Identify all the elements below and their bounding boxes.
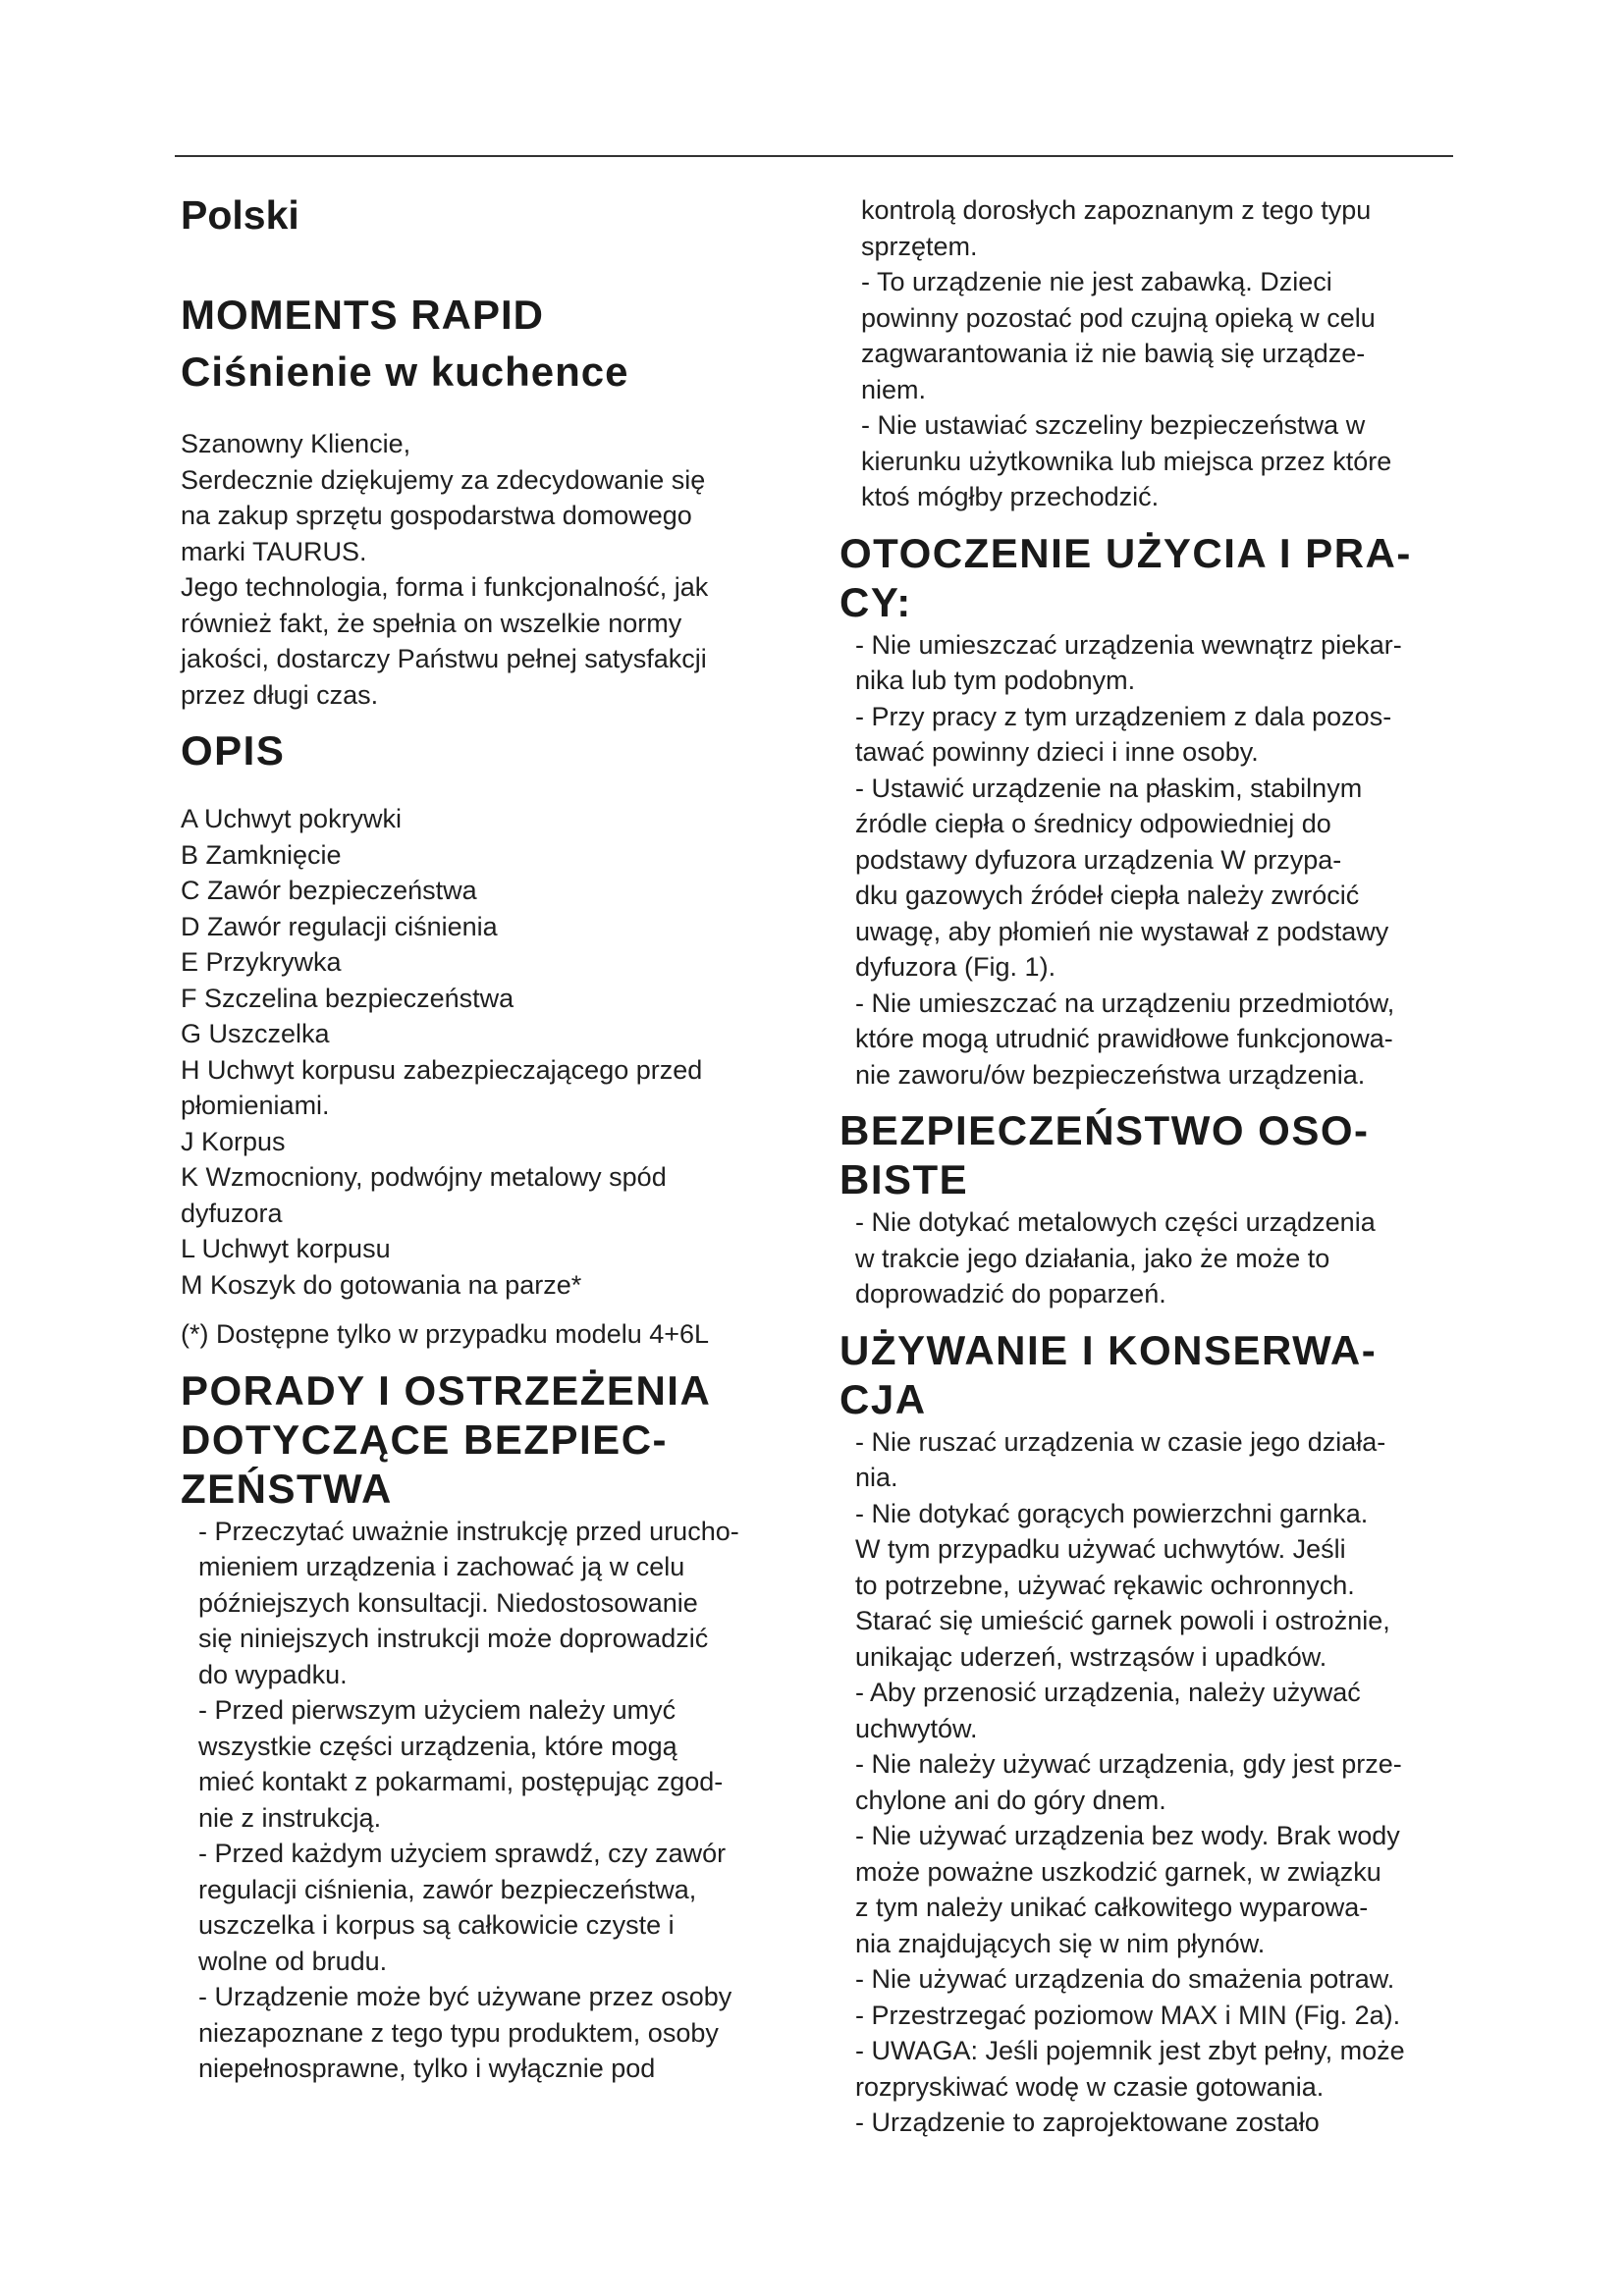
part-item: płomieniami. xyxy=(181,1091,330,1120)
right-intro-line: niem. xyxy=(861,374,927,404)
porady-line: niezapoznane z tego typu produktem, osoby xyxy=(198,2017,719,2048)
otoczenie-heading-line: CY: xyxy=(839,578,912,625)
uzywanie-line: - Nie używać urządzenia bez wody. Brak wody xyxy=(855,1821,1400,1850)
bezpieczenstwo-line: w trakcie jego działania, jako że może to xyxy=(855,1243,1330,1273)
porady-line: regulacji ciśnienia, zawór bezpieczeństwa, xyxy=(198,1874,697,1904)
part-item: F Szczelina bezpieczeństwa xyxy=(181,983,514,1013)
right-intro-line: - To urządzenie nie jest zabawką. Dzieci xyxy=(861,267,1332,296)
uzywanie-line: to potrzebne, używać rękawic ochronnych. xyxy=(855,1570,1355,1600)
uzywanie-text xyxy=(839,1424,1468,2141)
uzywanie-line: W tym przypadku używać uchwytów. Jeśli xyxy=(855,1534,1346,1564)
right-intro-line: - Nie ustawiać szczeliny bezpieczeństwa w xyxy=(861,410,1366,440)
part-item: A Uchwyt pokrywki xyxy=(181,804,403,833)
uzywanie-line: uchwytów. xyxy=(855,1713,978,1743)
bezpieczenstwo-line: - Nie dotykać metalowych części urządzenia xyxy=(855,1207,1376,1237)
model-note: (*) Dostępne tylko w przypadku modelu 4+6L xyxy=(181,1319,710,1349)
uzywanie-line: - Nie używać urządzenia do smażenia potraw. xyxy=(855,1964,1395,1994)
right-intro-line: ktoś mógłby przechodzić. xyxy=(861,482,1160,511)
otoczenie-heading-line: OTOCZENIE UŻYCIA I PRA- xyxy=(839,529,1412,576)
right-column xyxy=(839,192,1468,2141)
part-item: M Koszyk do gotowania na parze* xyxy=(181,1269,582,1300)
part-item: H Uchwyt korpusu zabezpieczającego przed xyxy=(181,1054,703,1085)
porady-line: nie z instrukcją. xyxy=(198,1802,382,1833)
language-title: Polski xyxy=(181,192,299,238)
left-column xyxy=(181,177,809,2087)
right-intro-line: sprzętem. xyxy=(861,231,978,261)
porady-line: się niniejszych instrukcji może doprowadzić xyxy=(198,1624,709,1653)
uzywanie-heading-line: CJA xyxy=(839,1375,927,1422)
porady-line: wszystkie części urządzenia, które mogą xyxy=(198,1731,677,1761)
porady-line: - Urządzenie może być używane przez osoby xyxy=(198,1982,732,2011)
intro-line: Jego technologia, forma i funkcjonalność, jak xyxy=(181,572,709,602)
intro-line: przez długi czas. xyxy=(181,679,379,710)
right-intro-line: powinny pozostać pod czujną opieką w celu xyxy=(861,302,1376,333)
parts-list xyxy=(181,801,809,1303)
otoczenie-line: które mogą utrudnić prawidłowe funkcjonowa- xyxy=(855,1024,1393,1053)
uzywanie-line: - Nie dotykać gorących powierzchni garnka. xyxy=(855,1498,1369,1528)
porady-line: - Przed pierwszym użyciem należy umyć xyxy=(198,1695,677,1725)
otoczenie-line: uwagę, aby płomień nie wystawał z podstawy xyxy=(855,916,1389,946)
right-intro-line: kierunku użytkownika lub miejsca przez które xyxy=(861,446,1392,476)
uzywanie-line: unikając uderzeń, wstrząsów i upadków. xyxy=(855,1641,1327,1672)
uzywanie-line: z tym należy unikać całkowitego wyparowa- xyxy=(855,1893,1369,1922)
uzywanie-line: może poważne uszkodzić garnek, w związku xyxy=(855,1856,1381,1887)
otoczenie-line: - Nie umieszczać urządzenia wewnątrz piekar- xyxy=(855,629,1402,660)
uzywanie-line: chylone ani do góry dnem. xyxy=(855,1785,1166,1815)
product-name: MOMENTS RAPID xyxy=(181,292,544,338)
part-item: K Wzmocniony, podwójny metalowy spód xyxy=(181,1162,667,1192)
porady-heading-line: ZEŃSTWA xyxy=(181,1465,393,1512)
otoczenie-text xyxy=(839,627,1468,1094)
part-item: G Uszczelka xyxy=(181,1019,330,1048)
otoczenie-heading xyxy=(839,529,1468,627)
otoczenie-line: - Ustawić urządzenie na płaskim, stabilnym xyxy=(855,773,1363,803)
intro-line: jakości, dostarczy Państwu pełnej satysfakcji xyxy=(181,644,707,673)
part-item: dyfuzora xyxy=(181,1198,283,1228)
uzywanie-line: rozpryskiwać wodę w czasie gotowania. xyxy=(855,2071,1325,2102)
otoczenie-line: dku gazowych źródeł ciepła należy zwrócić xyxy=(855,881,1360,910)
intro-line: na zakup sprzętu gospodarstwa domowego xyxy=(181,501,692,530)
otoczenie-line: nika lub tym podobnym. xyxy=(855,666,1136,695)
otoczenie-line: dyfuzora (Fig. 1). xyxy=(855,952,1056,982)
uzywanie-heading-line: UŻYWANIE I KONSERWA- xyxy=(839,1326,1378,1373)
top-rule xyxy=(175,155,1453,157)
part-item: B Zamknięcie xyxy=(181,839,342,870)
porady-line: - Przeczytać uważnie instrukcję przed urucho- xyxy=(198,1516,739,1546)
otoczenie-line: źródle ciepła o średnicy odpowiedniej do xyxy=(855,809,1331,838)
porady-heading xyxy=(181,1366,809,1514)
porady-line: do wypadku. xyxy=(198,1659,348,1689)
porady-text xyxy=(181,1514,809,2087)
uzywanie-line: - Aby przenosić urządzenia, należy używać xyxy=(855,1678,1361,1707)
porady-line: mieć kontakt z pokarmami, postępując zgod- xyxy=(198,1767,724,1796)
uzywanie-line: nia znajdujących się w nim płynów. xyxy=(855,1928,1266,1958)
intro-text xyxy=(181,426,809,713)
uzywanie-line: - UWAGA: Jeśli pojemnik jest zbyt pełny, może xyxy=(855,2036,1405,2065)
bezpieczenstwo-line: doprowadzić do poparzeń. xyxy=(855,1279,1166,1308)
uzywanie-line: - Urządzenie to zaprojektowane zostało xyxy=(855,2108,1320,2137)
porady-line: uszczelka i korpus są całkowicie czyste i xyxy=(198,1910,675,1940)
otoczenie-line: - Nie umieszczać na urządzeniu przedmiotów, xyxy=(855,988,1395,1018)
porady-line: wolne od brudu. xyxy=(198,1946,388,1976)
porady-line: niepełnosprawne, tylko i wyłącznie pod xyxy=(198,2054,656,2083)
uzywanie-heading xyxy=(839,1326,1468,1424)
part-item: L Uchwyt korpusu xyxy=(181,1234,391,1263)
intro-line: Szanowny Kliencie, xyxy=(181,429,411,458)
bezpieczenstwo-heading-line: BEZPIECZEŃSTWO OSO- xyxy=(839,1107,1370,1153)
bezpieczenstwo-text xyxy=(839,1204,1468,1312)
intro-line: marki TAURUS. xyxy=(181,536,367,566)
otoczenie-line: nie zaworu/ów bezpieczeństwa urządzenia. xyxy=(855,1059,1366,1090)
bezpieczenstwo-heading xyxy=(839,1106,1468,1204)
part-item: D Zawór regulacji ciśnienia xyxy=(181,911,498,941)
part-item: C Zawór bezpieczeństwa xyxy=(181,876,477,905)
right-intro-line: zagwarantowania iż nie bawią się urządze- xyxy=(861,339,1366,368)
otoczenie-line: - Przy pracy z tym urządzeniem z dala pozos- xyxy=(855,701,1392,731)
otoczenie-line: tawać powinny dzieci i inne osoby. xyxy=(855,737,1259,767)
right-intro-line: kontrolą dorosłych zapoznanym z tego typu xyxy=(861,195,1372,225)
right-intro-text xyxy=(839,192,1468,515)
uzywanie-line: Starać się umieścić garnek powoli i ostrożnie, xyxy=(855,1606,1390,1635)
intro-line: Serdecznie dziękujemy za zdecydowanie się xyxy=(181,464,706,495)
porady-line: mieniem urządzenia i zachować ją w celu xyxy=(198,1552,685,1581)
intro-line: również fakt, że spełnia on wszelkie normy xyxy=(181,608,682,638)
product-subtitle: Ciśnienie w kuchence xyxy=(181,348,629,395)
porady-heading-line: DOTYCZĄCE BEZPIEC- xyxy=(181,1415,669,1463)
opis-heading: OPIS xyxy=(181,727,286,774)
uzywanie-line: - Nie ruszać urządzenia w czasie jego działa- xyxy=(855,1426,1386,1457)
otoczenie-line: podstawy dyfuzora urządzenia W przypa- xyxy=(855,844,1342,875)
part-item: J Korpus xyxy=(181,1126,286,1156)
uzywanie-line: - Nie należy używać urządzenia, gdy jest prze- xyxy=(855,1749,1402,1779)
porady-heading-line: PORADY I OSTRZEŻENIA xyxy=(181,1366,712,1414)
uzywanie-line: nia. xyxy=(855,1463,898,1492)
uzywanie-line: - Przestrzegać poziomow MAX i MIN (Fig. 2a). xyxy=(855,2000,1401,2030)
part-item: E Przykrywka xyxy=(181,947,342,977)
bezpieczenstwo-heading-line: BISTE xyxy=(839,1156,969,1202)
porady-line: późniejszych konsultacji. Niedostosowanie xyxy=(198,1587,698,1618)
porady-line: - Przed każdym użyciem sprawdź, czy zawór xyxy=(198,1839,727,1868)
